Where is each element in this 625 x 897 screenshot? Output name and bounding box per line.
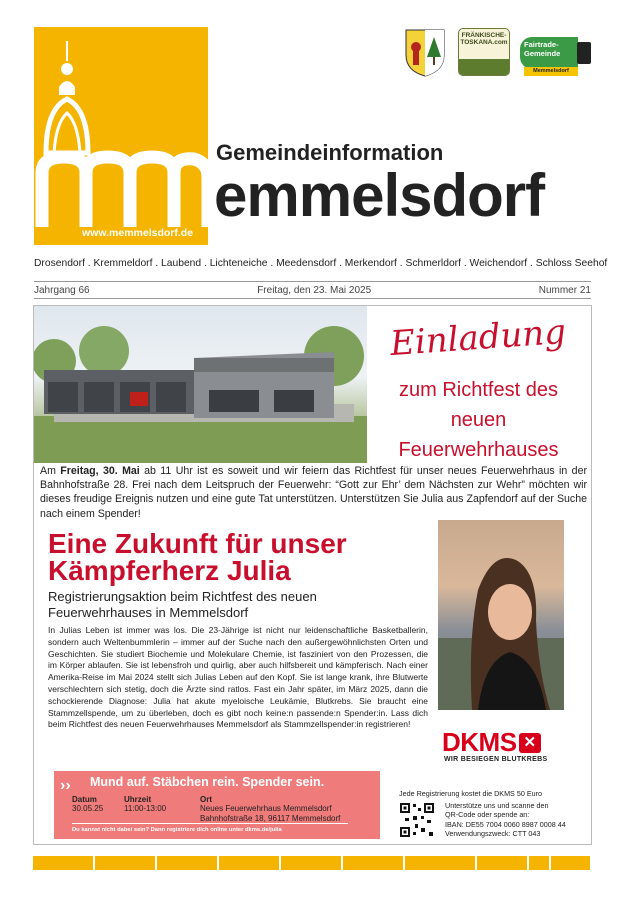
place-line2: Bahnhofstraße 18, 96117 Memmelsdorf: [200, 813, 341, 823]
fairtrade-mark-icon: [577, 42, 591, 64]
band-segment: [95, 856, 155, 870]
band-segment: [477, 856, 527, 870]
dkms-x-icon: ✕: [519, 733, 541, 753]
fairtrade-label: [520, 37, 578, 69]
event-info-box: [54, 771, 380, 839]
fire-station-rendering: [34, 306, 367, 463]
julia-portrait: [438, 520, 564, 710]
band-segment: [343, 856, 403, 870]
article-headline: [48, 530, 428, 584]
divider: [34, 298, 591, 299]
band-segment: [157, 856, 217, 870]
time-value: 11:00-13:00: [124, 804, 167, 813]
band-segment: [405, 856, 475, 870]
donation-purpose: Verwendungszweck: CTT 043: [445, 829, 541, 839]
fairtrade-badge: [520, 27, 592, 79]
footer-color-band: [33, 856, 592, 870]
article-body: In Julias Leben ist immer was los. Die 23-Jährige ist nicht nur leidenschaftliche Basketballerin, sondern auch Weltenbummlerin – immer auf der Suche nach den außergewöhnlichsten Orten und Geschichten. Sie studiert Biochemie und Molekulare Chemie, ist fasziniert von den Prozessen, die im Körper ablaufen. Sie ist lebensfroh und quirlig, aber auch hilfsbereit und kämpferisch. Nach einer Amerika-Reise im Mai 2024 stellt sich Julias Leben auf den Kopf. Sie ist lange krank, ihre Blutwerte verschlechtern sich stetig, doch die Ärzte sind ratlos. Fast ein Jahr später, im März 2025, dann die schockierende Diagnose: Julia hat akute myeloische Leukämie, Blutkrebs. Sie braucht eine Stammzellspende, um zu überleben, doch es gibt noch keine:n passende:n Spender:in. Lass dich beim Richtfest des neuen Feuerwehrhauses Memmelsdorf als Stammzellspender:in registrieren!: [48, 625, 428, 730]
publication-subtitle: Gemeindeinformation: [216, 140, 444, 165]
coat-of-arms-icon: [403, 27, 447, 77]
invitation-line3: Feuerwehrhauses: [398, 439, 559, 461]
donation-iban: IBAN: DE55 7004 0060 8987 0008 44: [445, 819, 566, 829]
article-subheading: Registrierungsaktion beim Richtfest des neuen Feuerwehrhauses in Memmelsdorf: [48, 589, 317, 620]
donation-line2: QR-Code oder spende an:: [445, 810, 530, 820]
intro-date: Freitag, 30. Mai: [60, 465, 140, 477]
time-label: Uhrzeit: [124, 795, 152, 804]
place-value: [200, 804, 340, 823]
registration-cost-note: Jede Registrierung kostet die DKMS 50 Euro: [399, 789, 543, 798]
issue-date: Freitag, den 23. Mai 2025: [257, 285, 372, 296]
band-segment: [281, 856, 341, 870]
invitation-line2: neuen: [450, 409, 507, 431]
dkms-wordmark: [442, 728, 562, 756]
invitation-script-title: Einladung: [388, 311, 568, 365]
fairtrade-town: Memmelsdorf: [524, 67, 578, 76]
franken-toskana-text: FRÄNKISCHE-TOSKANA.com: [460, 32, 508, 47]
dkms-wordmark-text: DKMS: [442, 727, 517, 757]
fairtrade-line2: Gemeinde: [524, 48, 561, 58]
logo-website-url: www.memmelsdorf.de: [82, 227, 194, 239]
place-line1: Neues Feuerwehrhaus Memmelsdorf: [200, 804, 332, 813]
donation-line1: Unterstütze uns und scanne den: [445, 801, 549, 810]
headline-line1: Eine Zukunft für unser: [48, 528, 347, 559]
event-box-title: Mund auf. Stäbchen rein. Spender sein.: [90, 775, 325, 789]
place-label: Ort: [200, 795, 212, 804]
divider: [72, 823, 348, 824]
publication-title: emmelsdorf: [214, 162, 545, 229]
qr-code-icon[interactable]: [399, 802, 435, 838]
issue-volume: Jahrgang 66: [34, 285, 90, 296]
band-segment: [529, 856, 549, 870]
municipality-logo: [34, 27, 208, 245]
headline-line2: Kämpferherz Julia: [48, 555, 291, 586]
dkms-logo: [442, 728, 562, 772]
franken-toskana-badge: [458, 28, 510, 76]
donation-details: [445, 801, 566, 839]
dkms-claim: WIR BESIEGEN BLUTKREBS: [444, 756, 548, 763]
badge-landscape-icon: [459, 59, 509, 75]
invitation-subtitle: [376, 375, 581, 465]
invitation-line1: zum Richtfest des: [399, 379, 558, 401]
invitation-intro: [40, 464, 587, 521]
date-value: 30.05.25: [72, 804, 104, 813]
band-segment: [219, 856, 279, 870]
band-segment: [33, 856, 93, 870]
issue-number: Nummer 21: [538, 285, 591, 296]
date-label: Datum: [72, 795, 97, 804]
band-segment: [551, 856, 590, 870]
villages-list: Drosendorf . Kremmeldorf . Laubend . Lichteneiche . Meedensdorf . Merkendorf . Schmerldorf . Weichendorf . Schloss Seehof: [34, 258, 608, 269]
online-registration-note: Du kannst nicht dabei sein? Dann registriere dich online unter dkms.de/julia: [72, 827, 282, 833]
intro-text: Am: [40, 465, 61, 477]
chevrons-icon: ››: [60, 777, 71, 794]
issue-info: [34, 285, 591, 296]
divider: [34, 281, 591, 282]
building-logo-graphic: [34, 27, 208, 245]
fairtrade-line1: Fairtrade-: [524, 40, 559, 49]
intro-text: ab 11 Uhr ist es soweit und wir feiern das Richtfest für unser neues Feuerwehrhaus in der Bahnhofstraße 28. Frei nach dem Leitspruch der Feuerwehr: “Gott zur Ehr’ dem Nächsten zur Wehr” möchten wir dieses freudige Ereignis nutzen und eine gute Tat unterstützen. Unterstützen Sie Julia aus Zapfendorf auf der Suche nach einem Spender!: [40, 465, 587, 520]
